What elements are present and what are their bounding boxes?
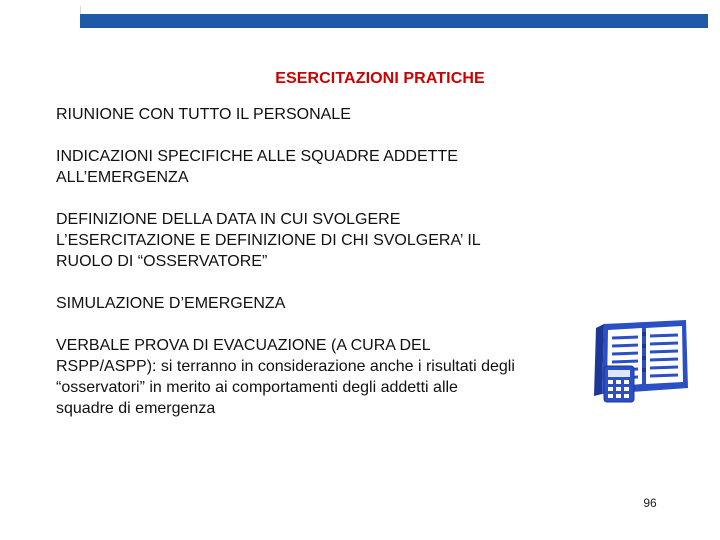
paragraph-instructions: INDICAZIONI SPECIFICHE ALLE SQUADRE ADDETTE ALL’EMERGENZA bbox=[56, 148, 458, 186]
notebook-calculator-icon bbox=[590, 318, 690, 406]
slide-body bbox=[56, 104, 646, 419]
paragraph-definition: DEFINIZIONE DELLA DATA IN CUI SVOLGERE L’ESERCITAZIONE E DEFINIZIONE DI CHI SVOLGERA’ IL RUOLO DI “OSSERVATORE” bbox=[56, 211, 481, 270]
paragraph-meeting: RIUNIONE CON TUTTO IL PERSONALE bbox=[56, 106, 351, 123]
page-number: 96 bbox=[643, 496, 657, 510]
paragraph-simulation: SIMULAZIONE D’EMERGENZA bbox=[56, 295, 286, 312]
paragraph-report: VERBALE PROVA DI EVACUAZIONE (A CURA DEL RSPP/ASPP): si terranno in considerazione anche i risultati degli “osservatori” in merito ai comportamenti degli addetti alle squadre di emergenza bbox=[56, 337, 515, 417]
slide-title: ESERCITAZIONI PRATICHE bbox=[275, 70, 485, 87]
header-accent-bar bbox=[80, 14, 708, 28]
